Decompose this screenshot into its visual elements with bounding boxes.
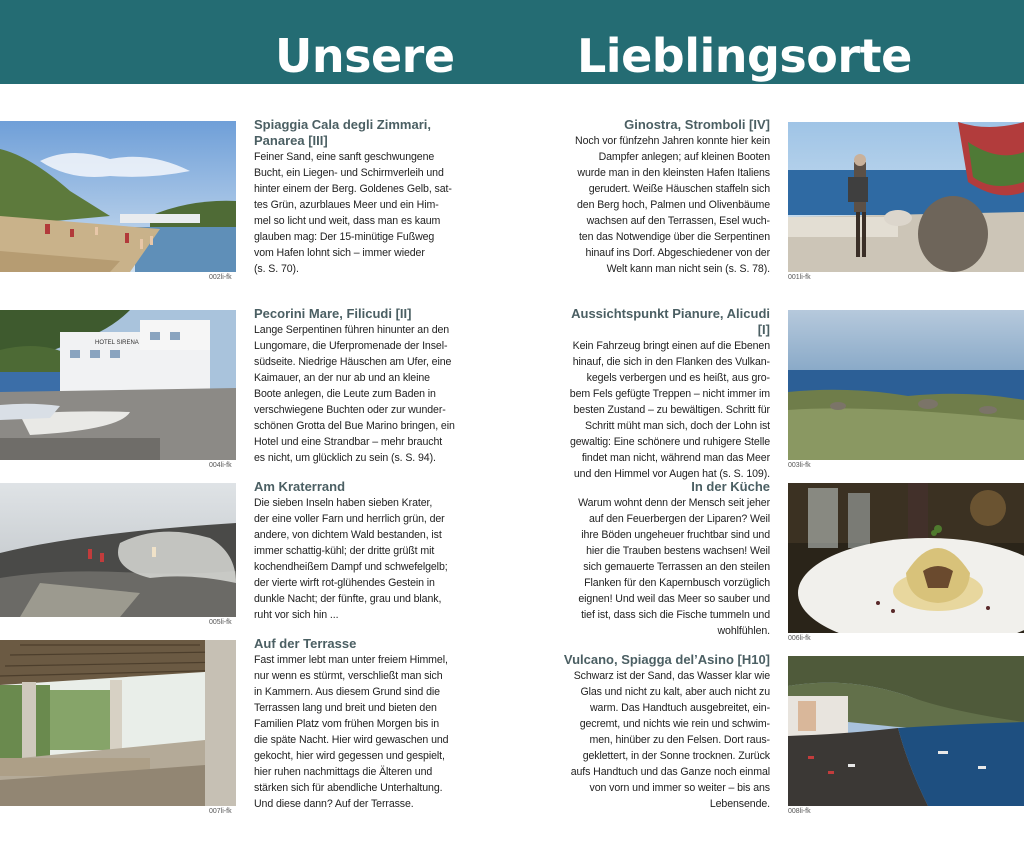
entry-pianure (560, 306, 770, 482)
entry-text: Hotel und eine Strandbar – mehr braucht (254, 436, 443, 448)
entry-text: gerudert. Weiße Häuschen staffeln sich (588, 183, 770, 195)
entry-text: tes Grün, azurblaues Meer und ein Him- (254, 199, 439, 211)
header-right-word: Lieblingsorte (577, 29, 912, 83)
entry-text: andere, von dichtem Wald bestanden, ist (254, 529, 442, 541)
entry-terrasse (254, 636, 464, 812)
entry-text: hinter einem der Berg. Goldenes Gelb, sat- (254, 183, 452, 195)
photo-ginostra (788, 122, 1024, 272)
entry-text: stärken sich für abendliche Unterhaltung. (254, 782, 443, 794)
photo-crater-rim (0, 483, 236, 617)
entry-text: Terrassen lang und breit und bieten den (254, 702, 437, 714)
entry-text: hier die Trauben bestens wachsen! Weil (586, 545, 770, 557)
entry-kueche (560, 479, 770, 639)
entry-title: Pecorini Mare, Filicudi [II] (254, 306, 412, 321)
entry-vulcano (560, 652, 770, 812)
photo-pianure-viewpoint (788, 310, 1024, 460)
entry-text: dunkle Nacht; der fünfte, grau und blank, (254, 593, 442, 605)
entry-text: schönen Grotta del Bue Marino bringen, ein (254, 420, 455, 432)
entry-text: sich gemauerte Terrassen an den steilen (583, 561, 770, 573)
photo-code: 001li-fk (788, 274, 811, 281)
entry-text: geklettert, in der Sonne trocknen. Zurück (582, 750, 770, 762)
entry-text: Die sieben Inseln haben sieben Krater, (254, 497, 433, 509)
entry-text: gecremt, und nichts wie rein und schwim- (579, 718, 770, 730)
entry-text: mel so licht und weit, dass man es kaum (254, 215, 441, 227)
photo-code: 007li-fk (209, 808, 232, 815)
entry-text: Kaimauer, an der nur ab und an kleine (254, 372, 430, 384)
photo-terrace (0, 640, 236, 806)
photo-beach-zimmari (0, 121, 236, 272)
entry-text: immer schattig-kühl; der dritte grüßt mit (254, 545, 435, 557)
entry-text: der vierte wirft rot-glühendes Gestein in (254, 577, 435, 589)
photo-code: 005li-fk (209, 619, 232, 626)
photo-pecorini-harbour (0, 310, 236, 460)
entry-text: Und diese dann? Auf der Terrasse. (254, 798, 414, 810)
entry-title: Vulcano, Spiagga del’Asino [H10] (563, 652, 770, 667)
header-banner (0, 0, 1024, 84)
entry-text: wohlfühlen. (717, 625, 770, 637)
entry-zimmari (254, 117, 464, 277)
entry-title: Auf der Terrasse (254, 636, 357, 651)
entry-text: Familien Platz vom frühen Morgen bis in (254, 718, 440, 730)
entry-text: ten das Notwendige über die Serpentinen (578, 231, 770, 243)
entry-text: wurde man in den kleinsten Hafen Italiens (577, 167, 770, 179)
entry-text: wachsen auf den Terrassen, Esel wuch- (586, 215, 770, 227)
entry-text: bem Fels gefügte Treppen – nicht immer im (569, 388, 770, 400)
entry-kraterrand (254, 479, 464, 623)
entry-text: südseite. Niedrige Häuschen am Ufer, eine (254, 356, 452, 368)
photo-code: 004li-fk (209, 462, 232, 469)
entry-text: Kein Fahrzeug bringt einen auf die Ebenen (572, 340, 770, 352)
entry-title: Aussichtspunkt Pianure, Alicudi [I] (571, 306, 770, 337)
entry-text: besten Zustand – zu bewältigen. Schritt für (573, 404, 770, 416)
entry-title: Am Kraterrand (254, 479, 346, 494)
entry-text: Glas und nicht zu kalt, aber auch nicht zu (580, 686, 770, 698)
photo-code: 003li-fk (788, 462, 811, 469)
entry-text: Bucht, ein Liegen- und Schirmverleih und (254, 167, 444, 179)
entry-text: Lungomare, die Uferpromenade der Insel- (254, 340, 448, 352)
entry-text: von vorn und immer so weiter – bis ans (589, 782, 770, 794)
entry-title: Ginostra, Stromboli [IV] (624, 117, 770, 132)
entry-text: Schwarz ist der Sand, das Wasser klar wie (573, 670, 770, 682)
entry-text: Noch vor fünfzehn Jahren konnte hier kein (575, 135, 770, 147)
entry-title: In der Küche (691, 479, 770, 494)
entry-text: men, hinüber zu den Felsen. Dort raus- (589, 734, 770, 746)
entry-text: Feiner Sand, eine sanft geschwungene (254, 151, 435, 163)
entry-text: Lebensende. (709, 798, 770, 810)
entry-text: ruht vor sich hin ... (254, 609, 339, 621)
entry-text: kegels verbergen und es heißt, aus gro- (586, 372, 770, 384)
entry-text: hinauf ins Dorf. Abgeschiedener von der (585, 247, 770, 259)
entry-text: Warum wohnt denn der Mensch seit jeher (578, 497, 770, 509)
entry-text: vom Hafen lohnt sich – immer wieder (254, 247, 425, 259)
entry-text: Lange Serpentinen führen hinunter an den (254, 324, 450, 336)
entry-text: ihre Böden ungeheuer fruchtbar sind und (581, 529, 770, 541)
entry-text: warm. Das Handtuch ausgebreitet, ein- (589, 702, 770, 714)
entry-text: eignen! Und weil das Meer so sauber und (578, 593, 770, 605)
hotel-sign: HOTEL SIRENA (95, 340, 139, 346)
entry-text: die späte Nacht. Hier wird gewaschen und (254, 734, 449, 746)
entry-text: und den Himmel vor Augen hat (s. S. 109). (573, 468, 770, 480)
entry-text: kochendheißem Dampf und schwefelgelb; (254, 561, 448, 573)
entry-text: (s. S. 70). (254, 263, 299, 275)
photo-code: 008li-fk (788, 808, 811, 815)
entry-text: der eine voller Farn und herrlich grün, der (254, 513, 445, 525)
entry-text: es nicht, um glücklich zu sein (s. S. 94). (254, 452, 436, 464)
entry-text: hinauf, die sich in den Flanken des Vulkan- (572, 356, 770, 368)
entry-text: tief ist, dass sich die Fische tummeln und (581, 609, 770, 621)
entry-text: findet man nicht, während man das Meer (581, 452, 770, 464)
entry-pecorini (254, 306, 464, 466)
entry-text: Fast immer lebt man unter freiem Himmel, (254, 654, 448, 666)
entry-text: in Kammern. Aus diesem Grund sind die (254, 686, 440, 698)
entry-text: verschwiegene Buchten oder zur wunder- (254, 404, 446, 416)
photo-vulcano-beach (788, 656, 1024, 806)
entry-text: aufs Handtuch und das Ganze noch einmal (570, 766, 770, 778)
entry-text: hier ruhen nachmittags die Älteren und (254, 766, 433, 778)
entry-text: Welt kann man nicht sein (s. S. 78). (606, 263, 770, 275)
entry-text: gekocht, hier wird gegessen und gespielt, (254, 750, 445, 762)
entry-text: den Berg hoch, Palmen und Olivenbäume (577, 199, 770, 211)
entry-text: auf den Feuerbergen der Liparen? Weil (588, 513, 770, 525)
photo-code: 006li-fk (788, 635, 811, 642)
entry-text: Dampfer anlegen; auf kleinen Booten (598, 151, 770, 163)
entry-text: Flanken für den Kapernbusch vorzüglich (584, 577, 770, 589)
photo-code: 002li-fk (209, 274, 232, 281)
entry-text: nur wenn es stürmt, verschließt man sich (254, 670, 443, 682)
entry-text: gewaltig: Eine schönere und ruhigere Stelle (569, 436, 770, 448)
entry-title: Spiaggia Cala degli Zimmari, (254, 117, 431, 132)
header-left-word: Unsere (275, 29, 455, 83)
entry-title: Panarea [III] (254, 133, 328, 148)
entry-text: Boote anlegen, die Leute zum Baden in (254, 388, 436, 400)
entry-text: Schritt müht man sich, doch der Lohn ist (584, 420, 770, 432)
entry-ginostra (560, 117, 770, 277)
photo-kitchen-dish (788, 483, 1024, 633)
entry-text: glauben mag: Der 15-minütige Fußweg (254, 231, 435, 243)
